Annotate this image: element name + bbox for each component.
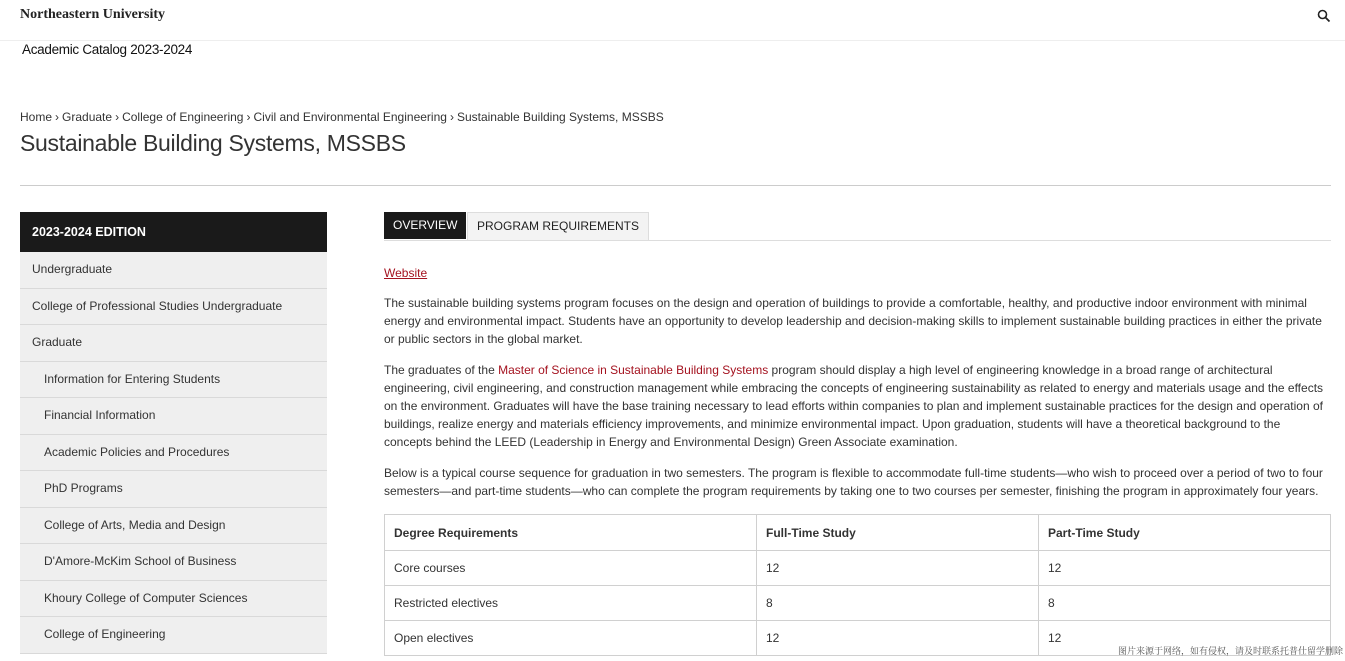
university-logo[interactable]: Northeastern University [20, 7, 166, 22]
breadcrumb-college-of-engineering[interactable]: College of Engineering [122, 110, 244, 124]
table-cell: Core courses [385, 551, 757, 586]
sidebar-item-phd-programs[interactable]: PhD Programs [20, 471, 327, 508]
graduates-paragraph: The graduates of the Master of Science in Sustainable Building Systems program should display a high level of engineering knowledge in a broad range of architectural engineering, civil engineering, and construction management while embracing the concepts of engineering sustainability as related to energy and materials usage and the effects on the environment. Graduates will have the base training necessary to lead efforts within companies to plan and implement sustainable practices for the design and operation of buildings, realize energy and materials efficiency improvements, and minimize environmental impact. Upon graduation, students will have a theoretical background to the concepts behind the LEED (Leadership in Energy and Environmental Design) Green Associate examination. [384, 363, 1324, 449]
table-cell: 12 [1039, 621, 1331, 656]
overview-content [384, 264, 1331, 513]
table-row [385, 551, 1331, 586]
sidebar-item-computer-sciences[interactable]: Khoury College of Computer Sciences [20, 581, 327, 618]
degree-requirements-table [384, 514, 1331, 656]
website-link[interactable]: Website [384, 266, 428, 280]
sidebar-item-academic-policies[interactable]: Academic Policies and Procedures [20, 435, 327, 472]
breadcrumb-home[interactable]: Home [20, 110, 53, 124]
tab-program-requirements[interactable]: PROGRAM REQUIREMENTS [467, 212, 649, 240]
divider [20, 185, 1331, 186]
sidebar-nav [20, 212, 327, 654]
sidebar-item-business[interactable]: D'Amore-McKim School of Business [20, 544, 327, 581]
column-header: Degree Requirements [385, 515, 757, 551]
table-cell: 8 [1039, 586, 1331, 621]
search-icon[interactable] [1317, 9, 1331, 23]
catalog-title[interactable]: Academic Catalog 2023-2024 [22, 42, 193, 57]
table-cell: 8 [757, 586, 1039, 621]
sidebar-item-financial-information[interactable]: Financial Information [20, 398, 327, 435]
tab-divider [384, 240, 1331, 241]
sequence-paragraph: Below is a typical course sequence for graduation in two semesters. The program is flexible to accommodate full-time students—who wish to proceed over a period of two to four semesters—and part-time students—who can complete the program requirements by taking one to two courses per semester, finishing the program in approximately four years. [384, 466, 1323, 498]
sidebar-item-undergraduate[interactable]: Undergraduate [20, 252, 327, 289]
sidebar-item-cps-undergraduate[interactable]: College of Professional Studies Undergraduate [20, 289, 327, 326]
table-header-row [385, 515, 1331, 551]
breadcrumb-current: Sustainable Building Systems, MSSBS [456, 110, 664, 124]
tab-overview[interactable]: OVERVIEW [384, 212, 466, 239]
column-header: Full-Time Study [757, 515, 1039, 551]
sidebar-item-arts-media-design[interactable]: College of Arts, Media and Design [20, 508, 327, 545]
table-cell: 12 [757, 551, 1039, 586]
breadcrumb-graduate[interactable]: Graduate [62, 110, 113, 124]
column-header: Part-Time Study [1039, 515, 1331, 551]
table-cell: 12 [1039, 551, 1331, 586]
page-title: Sustainable Building Systems, MSSBS [20, 130, 406, 156]
sidebar-item-engineering[interactable]: College of Engineering [20, 617, 327, 654]
intro-paragraph: The sustainable building systems program focuses on the design and operation of buildings to provide a comfortable, healthy, and productive indoor environment with minimal energy and environmental impact. Students have an opportunity to develop leadership and decision-making skills to implement sustainable building practices in either the private or public sectors in the global market. [384, 296, 1322, 346]
program-link[interactable]: Master of Science in Sustainable Building Systems [498, 363, 769, 377]
table-cell: Restricted electives [385, 586, 757, 621]
table-cell: 12 [757, 621, 1039, 656]
breadcrumb-civil-environmental[interactable]: Civil and Environmental Engineering [253, 110, 447, 124]
sidebar-item-graduate[interactable]: Graduate [20, 325, 327, 362]
edition-header[interactable]: 2023-2024 EDITION [20, 212, 327, 252]
breadcrumb: Home › Graduate › College of Engineering › Civil and Environmental Engineering › Sustainable Building Systems, MSSBS [20, 110, 664, 124]
sidebar-item-entering-students[interactable]: Information for Entering Students [20, 362, 327, 399]
table-cell: Open electives [385, 621, 757, 656]
table-row [385, 586, 1331, 621]
watermark: 图片来源于网络，如有侵权，请及时联系托普仕留学删除 [1117, 646, 1343, 656]
top-bar [0, 0, 1345, 41]
